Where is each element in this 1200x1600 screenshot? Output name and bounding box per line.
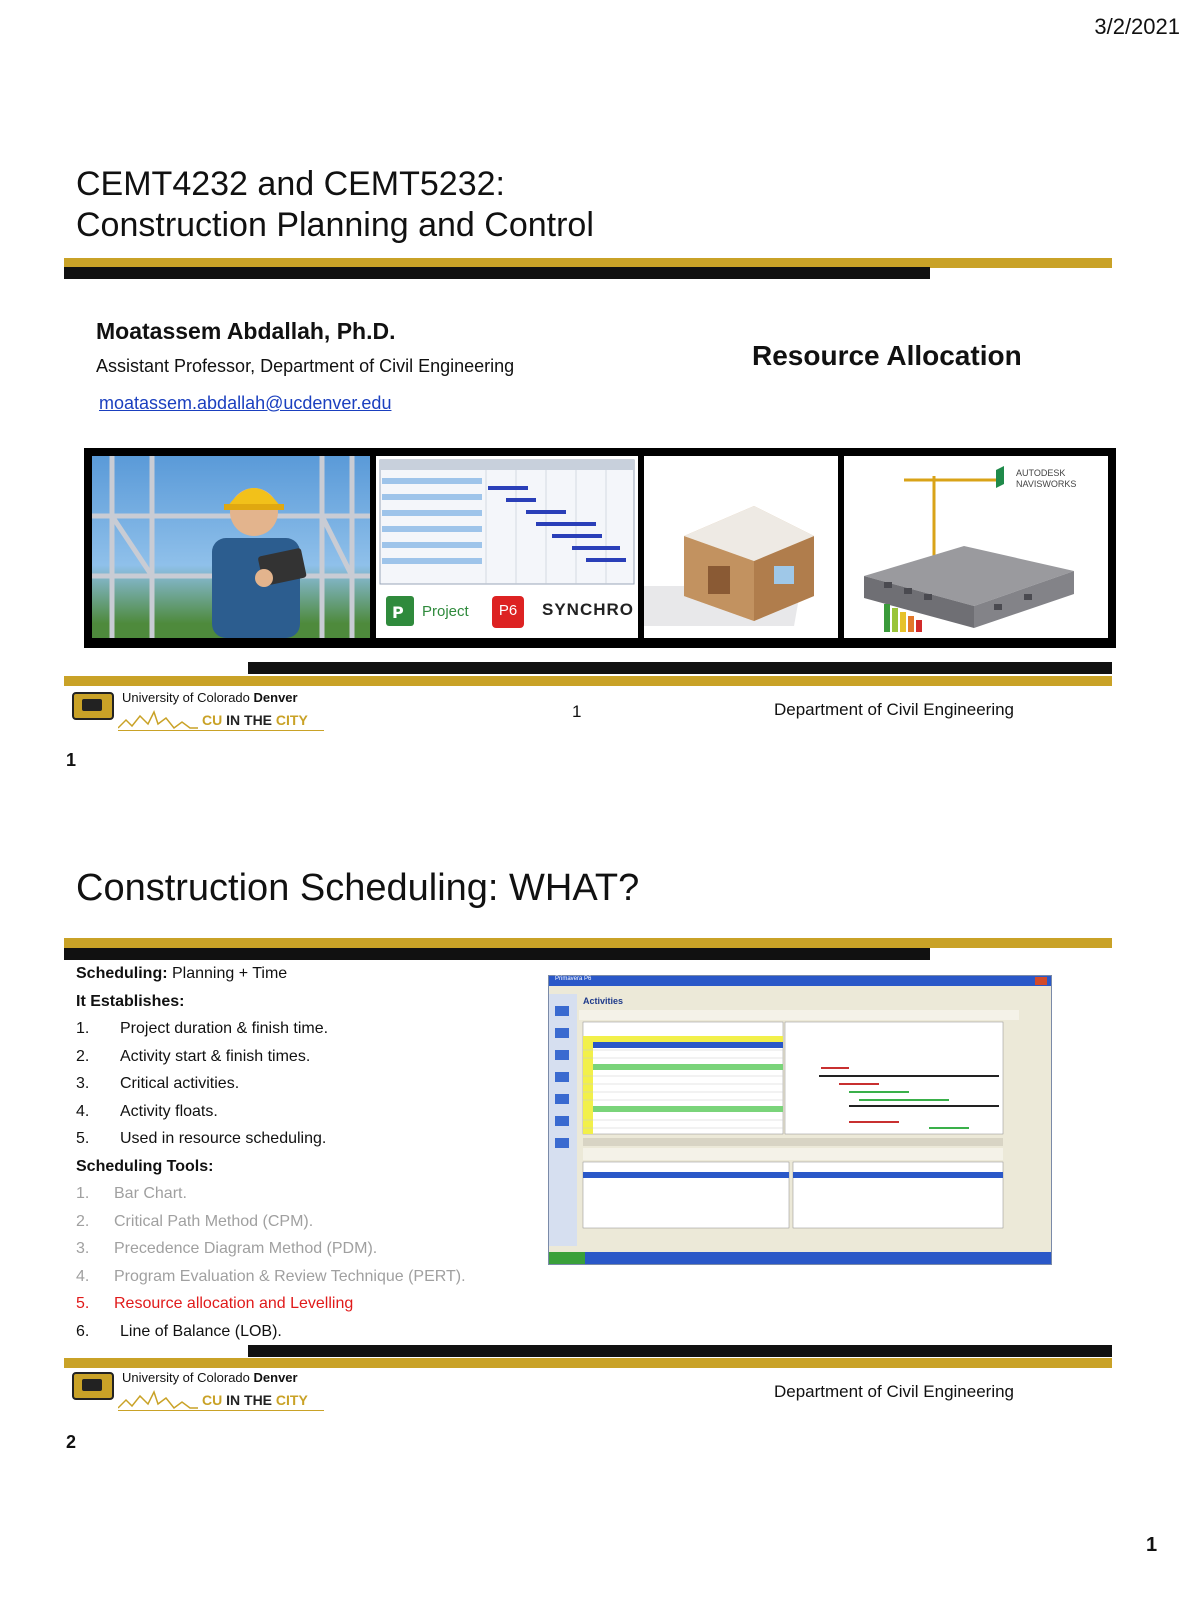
- tools-item-highlighted: 5. Resource allocation and Levelling: [76, 1295, 354, 1312]
- slide2-title: Construction Scheduling: WHAT?: [76, 867, 640, 909]
- slide2-university-logo: [72, 1368, 332, 1414]
- slide1-page-mark: 1: [66, 750, 77, 770]
- slide2-footer-gold-rule: [64, 1358, 1112, 1368]
- p6-logo: P6: [492, 596, 524, 628]
- cu-in-the-city: CU IN THE CITY: [202, 1392, 308, 1408]
- slide2-title-black-rule: [64, 948, 930, 960]
- author-role: Assistant Professor, Department of Civil Engineering: [96, 356, 515, 376]
- worker-photo: [92, 456, 370, 638]
- cu-in-the-city: CU IN THE CITY: [202, 712, 308, 728]
- author-name: Moatassem Abdallah, Ph.D.: [96, 318, 396, 344]
- university-name: University of Colorado Denver: [122, 690, 298, 705]
- sheet-page-number: 1: [1146, 1534, 1158, 1556]
- slide1-title-line1: CEMT4232 and CEMT5232:: [76, 165, 505, 203]
- establishes-item: 2. Activity start & finish times.: [76, 1047, 311, 1065]
- slide1-title-line2: Construction Planning and Control: [76, 206, 594, 244]
- slide1-department: Department of Civil Engineering: [774, 700, 1015, 719]
- slide1-footer-black-rule: [248, 662, 1112, 674]
- scheduling-definition: Scheduling: Planning + Time: [76, 965, 288, 982]
- establishes-item: 5. Used in resource scheduling.: [76, 1130, 327, 1147]
- house-model-image: [644, 456, 838, 638]
- p6-window-title: Primavera P6: [555, 976, 592, 982]
- establishes-item: 4. Activity floats.: [76, 1102, 218, 1120]
- primavera-screenshot: [548, 975, 1052, 1265]
- skyline-icon: [118, 708, 198, 730]
- logo-rule: [118, 1410, 324, 1411]
- ms-project-logo-text: Project: [422, 603, 469, 620]
- slide1-number: 1: [572, 702, 582, 721]
- tools-item: 2. Critical Path Method (CPM).: [76, 1212, 314, 1230]
- slide2-footer-black-rule: [248, 1345, 1112, 1357]
- tools-item: 6. Line of Balance (LOB).: [76, 1322, 282, 1340]
- establishes-item: 3. Critical activities.: [76, 1075, 240, 1092]
- cu-badge-icon: [72, 1372, 114, 1400]
- print-date: 3/2/2021: [1094, 14, 1180, 39]
- logo-rule: [118, 730, 324, 731]
- slide2-department: Department of Civil Engineering: [774, 1382, 1015, 1401]
- slide1-footer-gold-rule: [64, 676, 1112, 686]
- p6-activities-title: Activities: [583, 996, 624, 1006]
- slide1-university-logo: [72, 688, 332, 734]
- tools-item: 1. Bar Chart.: [76, 1185, 187, 1202]
- tools-item: 3. Precedence Diagram Method (PDM).: [76, 1240, 378, 1257]
- establishes-item: 1. Project duration & finish time.: [76, 1020, 329, 1037]
- lecture-topic: Resource Allocation: [752, 340, 1022, 371]
- gantt-screenshot: [376, 456, 638, 638]
- author-email-link[interactable]: moatassem.abdallah@ucdenver.edu: [99, 393, 392, 413]
- university-name: University of Colorado Denver: [122, 1370, 298, 1385]
- tools-heading: Scheduling Tools:: [76, 1157, 214, 1175]
- navisworks-image: [844, 456, 1108, 638]
- slide2-title-gold-rule: [64, 938, 1112, 948]
- tools-item: 4. Program Evaluation & Review Technique (PERT).: [76, 1267, 466, 1285]
- svg-text:P: P: [392, 603, 404, 622]
- cu-badge-icon: [72, 692, 114, 720]
- image-strip: [84, 448, 1116, 648]
- establishes-heading: It Establishes:: [76, 992, 185, 1010]
- synchro-logo: SYNCHRO: [542, 600, 635, 619]
- slide2-content: [76, 960, 536, 1345]
- navisworks-logo-text: AUTODESK NAVISWORKS: [1016, 468, 1077, 489]
- slide1-title-black-rule: [64, 267, 930, 279]
- skyline-icon: [118, 1388, 198, 1410]
- slide2-page-mark: 2: [66, 1432, 77, 1452]
